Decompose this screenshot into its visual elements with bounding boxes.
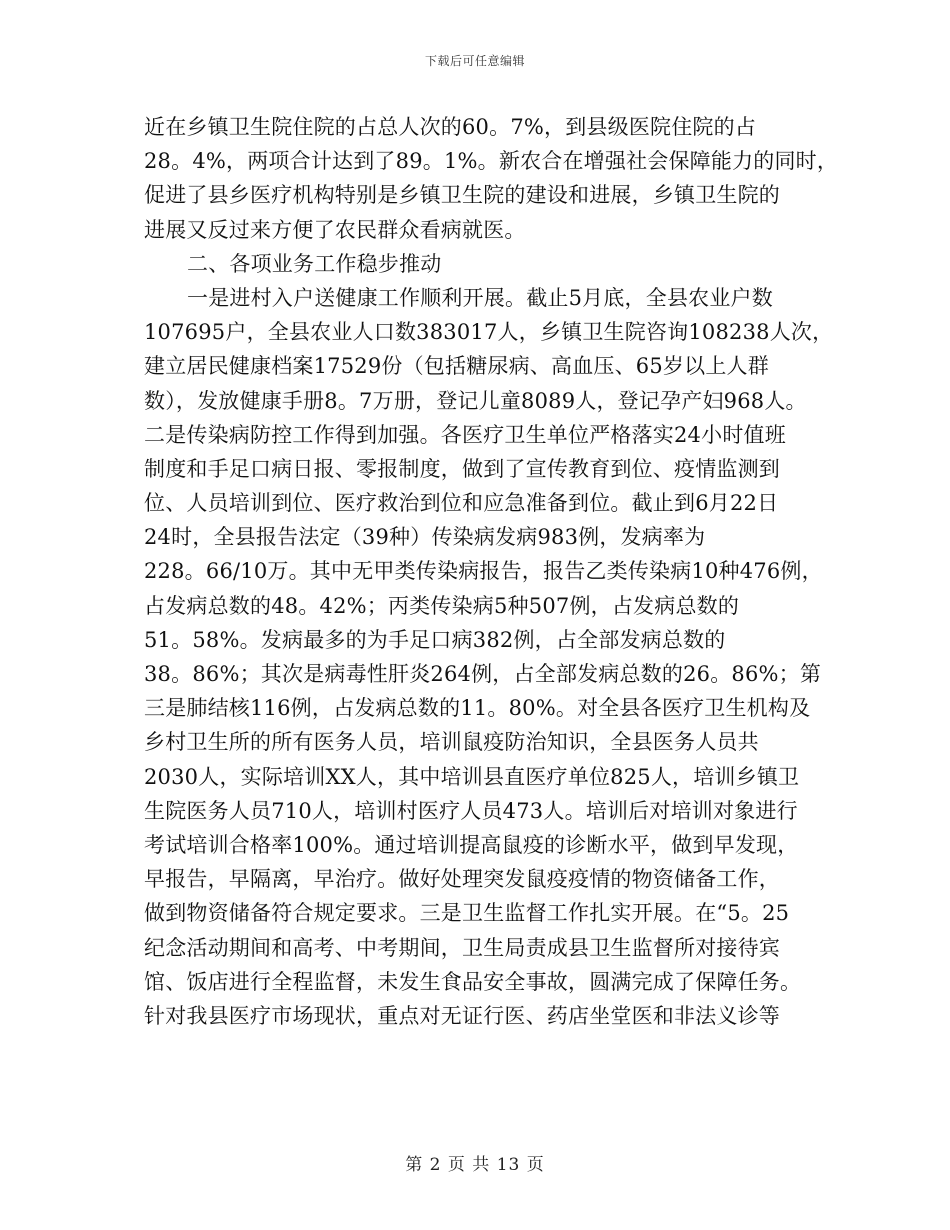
text-line: 乡村卫生所的所有医务人员，培训鼠疫防治知识，全县医务人员共 [144,730,759,755]
text-line: 数），发放健康手册8。7万册，登记儿童8089人，登记孕产妇968人。 [144,388,807,413]
text-line: 馆、饭店进行全程监督，未发生食品安全事故，圆满完成了保障任务。 [144,969,802,994]
paragraph-start: 一是进村入户送健康工作顺利开展。截止5月底，全县农业户数 [187,285,773,310]
page-number-footer: 第 2 页 共 13 页 [405,1155,545,1175]
text-line: 28。4%，两项合计达到了89。1%。新农合在增强社会保障能力的同时， [144,149,839,174]
text-line: 2030人，实际培训XX人，其中培训县直医疗单位825人，培训乡镇卫 [144,764,800,789]
text-line: 24时，全县报告法定（39种）传染病发病983例，发病率为 [144,525,706,550]
document-body [144,110,839,1033]
text-line: 纪念活动期间和高考、中考期间，卫生局责成县卫生监督所对接待宾 [144,935,780,960]
text-line: 占发病总数的48。42%；丙类传染病5种507例，占发病总数的 [144,593,740,618]
text-line: 考试培训合格率100%。通过培训提高鼠疫的诊断水平，做到早发现， [144,832,799,857]
text-line: 进展又反过来方便了农民群众看病就医。 [144,217,526,242]
section-heading: 二、各项业务工作稳步推动 [187,251,442,276]
text-line: 38。86%；其次是病毒性肝炎264例，占全部发病总数的26。86%；第 [144,662,822,686]
text-line: 107695户，全县农业人口数383017人，乡镇卫生院咨询108238人次， [144,320,834,345]
page-header: 下载后可任意编辑 [424,54,525,68]
text-line: 制度和手足口病日报、零报制度，做到了宣传教育到位、疫情监测到 [144,456,780,481]
text-line: 51。58%。发病最多的为手足口病382例，占全部发病总数的 [144,627,726,652]
text-line: 针对我县医疗市场现状，重点对无证行医、药店坐堂医和非法义诊等 [144,1003,780,1028]
text-line: 三是肺结核116例，占发病总数的11。80%。对全县各医疗卫生机构及 [144,696,811,721]
text-line: 促进了县乡医疗机构特别是乡镇卫生院的建设和进展，乡镇卫生院的 [144,183,780,208]
text-line: 早报告，早隔离，早治疗。做好处理突发鼠疫疫情的物资储备工作， [144,867,780,892]
text-line: 近在乡镇卫生院住院的占总人次的60。7%，到县级医院住院的占 [144,115,757,139]
text-line: 位、人员培训到位、医疗救治到位和应急准备到位。截止到6月22日 [144,491,779,516]
text-line: 二是传染病防控工作得到加强。各医疗卫生单位严格落实24小时值班 [144,422,786,447]
text-line: 228。66/10万。其中无甲类传染病报告，报告乙类传染病10种476例， [144,559,823,584]
text-line: 生院医务人员710人，培训村医疗人员473人。培训后对培训对象进行 [144,798,798,823]
text-line: 做到物资储备符合规定要求。三是卫生监督工作扎实开展。在“5。25 [144,901,790,926]
text-line: 建立居民健康档案17529份（包括糖尿病、高血压、65岁以上人群 [144,354,769,379]
